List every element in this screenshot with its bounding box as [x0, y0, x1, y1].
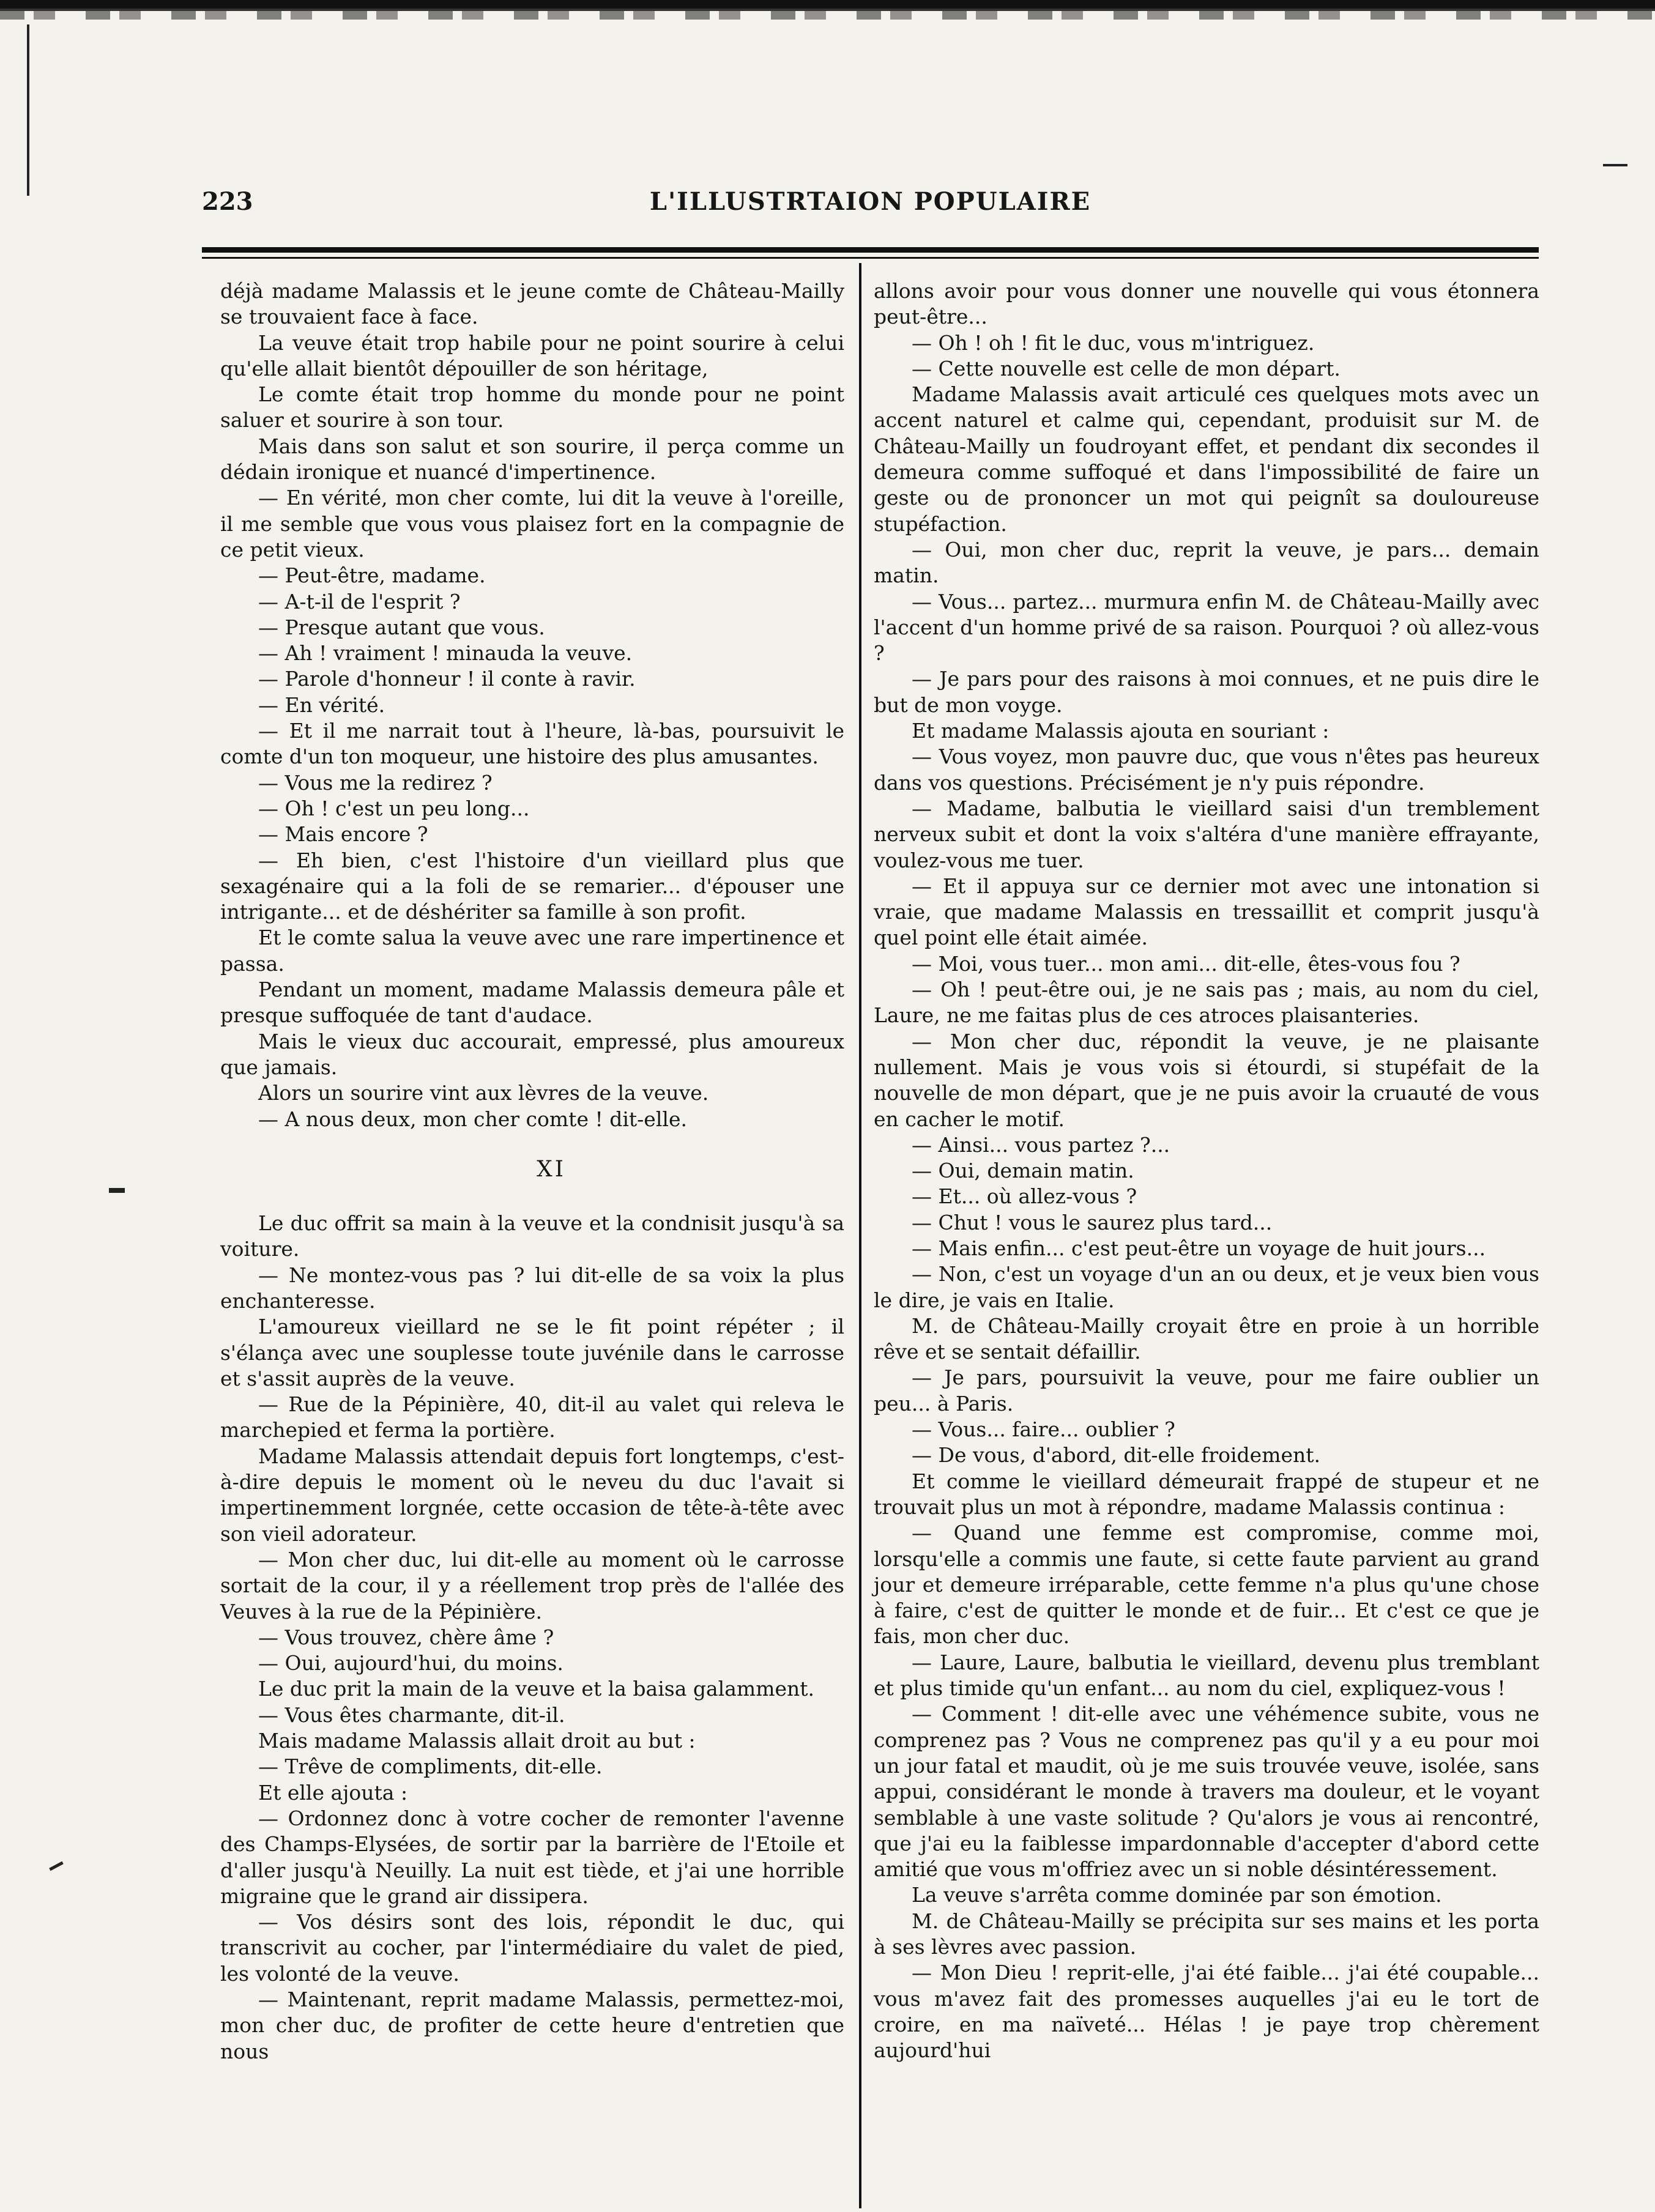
paragraph: M. de Château-Mailly se précipita sur ses mains et les porta à ses lèvres avec passion. — [874, 1909, 1539, 1959]
left-column — [220, 278, 844, 2065]
paragraph: Et le comte salua la veuve avec une rare impertinence et passa. — [220, 926, 844, 976]
paragraph: — Rue de la Pépinière, 40, dit-il au valet qui releva le marchepied et ferma la portière. — [220, 1392, 844, 1442]
paragraph: — Chut ! vous le saurez plus tard... — [912, 1210, 1273, 1234]
scan-margin-mark — [1603, 164, 1627, 166]
paragraph: — Laure, Laure, balbutia le vieillard, devenu plus tremblant et plus timide qu'un enfant... au nom du ciel, expliquez-vous ! — [874, 1650, 1539, 1701]
paragraph: — Cette nouvelle est celle de mon départ. — [912, 356, 1341, 380]
paragraph: Pendant un moment, madame Malassis demeura pâle et presque suffoquée de tant d'audace. — [220, 978, 844, 1028]
paragraph: — De vous, d'abord, dit-elle froidement. — [912, 1443, 1321, 1468]
paragraph: — Je pars, poursuivit la veuve, pour me faire oublier un peu... à Paris. — [874, 1365, 1539, 1416]
paragraph: — Oh ! oh ! fit le duc, vous m'intriguez. — [912, 330, 1315, 355]
paragraph: — Oui, aujourd'hui, du moins. — [258, 1651, 563, 1676]
paragraph: — Vous trouvez, chère âme ? — [258, 1625, 554, 1649]
column-divider — [859, 263, 861, 2208]
paragraph: Et comme le vieillard démeurait frappé de stupeur et ne trouvait plus un mot à répondre, madame Malassis continua : — [874, 1469, 1539, 1519]
paragraph: — Vos désirs sont des lois, répondit le duc, qui transcrivit au cocher, par l'intermédiaire du valet de pied, les volonté de la veuve. — [220, 1910, 844, 1986]
right-column-paragraphs — [874, 278, 1539, 2063]
paragraph: — Oui, demain matin. — [912, 1159, 1134, 1183]
scan-margin-mark — [49, 1861, 64, 1871]
paragraph: — En vérité. — [258, 692, 385, 717]
paragraph: — Maintenant, reprit madame Malassis, permettez-moi, mon cher duc, de profiter de cette heure d'entretien que nous — [220, 1987, 844, 2063]
paragraph: — Et il me narrait tout à l'heure, là-bas, poursuivit le comte d'un ton moqueur, une histoire des plus amusantes. — [220, 719, 844, 769]
paragraph: — Oh ! c'est un peu long... — [258, 796, 530, 820]
paragraph: Alors un sourire vint aux lèvres de la veuve. — [258, 1081, 709, 1105]
scan-margin-mark — [27, 24, 29, 196]
paragraph: — Parole d'honneur ! il conte à ravir. — [258, 667, 636, 691]
page-number: 223 — [202, 187, 253, 216]
paragraph: — Eh bien, c'est l'histoire d'un vieillard plus que sexagénaire qui a la foli de se remarier... d'épouser une intrigante... et de déshériter sa famille à son profit. — [220, 848, 844, 924]
left-column-paragraphs-after — [220, 1211, 844, 2065]
paragraph: — Et il appuya sur ce dernier mot avec une intonation si vraie, que madame Malassis en tressaillit et comprit jusqu'à quel point elle était aimée. — [874, 874, 1539, 950]
running-title: L'ILLUSTRTAION POPULAIRE — [649, 187, 1092, 216]
paragraph: déjà madame Malassis et le jeune comte de Château-Mailly se trouvaient face à face. — [220, 279, 844, 329]
paragraph: — Moi, vous tuer... mon ami... dit-elle, êtes-vous fou ? — [912, 951, 1460, 976]
paragraph: Madame Malassis avait articulé ces quelques mots avec un accent naturel et calme qui, cependant, produisit sur M. de Château-Mailly un foudroyant effet, et pendant dix secondes il demeura comme suffoqué et dans l'impossibilité de faire un geste ou de prononcer un mot qui peignît sa douloureuse stupéfaction. — [874, 382, 1539, 536]
paragraph: Madame Malassis attendait depuis fort longtemps, c'est-à-dire depuis le moment où le neveu du duc l'avait si impertinemment lorgnée, cette occasion de tête-à-tête avec son vieil adorateur. — [220, 1444, 844, 1546]
paragraph: M. de Château-Mailly croyait être en proie à un horrible rêve et se sentait défaillir. — [874, 1313, 1539, 1364]
paragraph: Mais le vieux duc accourait, empressé, plus amoureux que jamais. — [220, 1029, 844, 1079]
paragraph: — Presque autant que vous. — [258, 615, 545, 639]
paragraph: — Quand une femme est compromise, comme moi, lorsqu'elle a commis une faute, si cette faute parvient au grand jour et demeure irréparable, cette femme n'a plus qu'une chose à faire, c'est de quitter le monde et de fuir... Et c'est ce que je fais, mon cher duc. — [874, 1521, 1539, 1649]
page-header — [202, 187, 1539, 224]
paragraph: La veuve était trop habile pour ne point sourire à celui qu'elle allait bientôt dépouiller de son héritage, — [220, 330, 844, 380]
paragraph: — Peut-être, madame. — [258, 563, 486, 588]
paragraph: — Et... où allez-vous ? — [912, 1184, 1137, 1209]
paragraph: — Vous... partez... murmura enfin M. de Château-Mailly avec l'accent d'un homme privé de sa raison. Pourquoi ? où allez-vous ? — [874, 589, 1539, 666]
paragraph: — Mais enfin... c'est peut-être un voyage de huit jours... — [912, 1236, 1486, 1260]
paragraph: — Mon Dieu ! reprit-elle, j'ai été faible... j'ai été coupable... vous m'avez fait des promesses auquelles j'ai eu le tort de croire, en ma naïveté... Hélas ! je paye trop chèrement aujourd'hui — [874, 1961, 1539, 2063]
left-column-paragraphs — [220, 278, 844, 1132]
paragraph: — Comment ! dit-elle avec une véhémence subite, vous ne comprenez pas ? Vous ne comprenez pas qu'il y a eu pour moi un jour fatal et maudit, où je me suis trouvée veuve, isolée, sans appui, considérant le monde à travers ma douleur, et le voyant semblable à une vaste solitude ? Qu'alors je vous ai rencontré, que j'ai eu la faiblesse impardonnable d'accepter d'abord cette amitié que vous m'offriez avec un si noble désintéressement. — [874, 1702, 1539, 1882]
scan-margin-mark — [109, 1188, 125, 1193]
paragraph: — Mais encore ? — [258, 822, 428, 847]
header-rule-thin — [202, 257, 1539, 259]
paragraph: allons avoir pour vous donner une nouvelle qui vous étonnera peut-être... — [874, 279, 1539, 329]
paragraph: — Ordonnez donc à votre cocher de remonter l'avenne des Champs-Elysées, de sortir par la barrière de l'Etoile et d'aller jusqu'à Neuilly. La nuit est tiède, et j'ai une horrible migraine que le grand air dissipera. — [220, 1806, 844, 1908]
scan-top-edge-noise — [0, 11, 1655, 20]
paragraph: — A nous deux, mon cher comte ! dit-elle. — [258, 1107, 687, 1131]
paragraph: — Ah ! vraiment ! minauda la veuve. — [258, 641, 633, 666]
paragraph: — Ne montez-vous pas ? lui dit-elle de sa voix la plus enchanteresse. — [220, 1263, 844, 1313]
paragraph: Et madame Malassis ajouta en souriant : — [912, 719, 1330, 743]
paragraph: — Mon cher duc, lui dit-elle au moment où le carrosse sortait de la cour, il y a réellement trop près de l'allée des Veuves à la rue de la Pépinière. — [220, 1547, 844, 1624]
paragraph: — En vérité, mon cher comte, lui dit la veuve à l'oreille, il me semble que vous vous plaisez fort en la compagnie de ce petit vieux. — [220, 486, 844, 562]
paragraph: Le comte était trop homme du monde pour ne point saluer et sourire à son tour. — [220, 382, 844, 432]
paragraph: — Non, c'est un voyage d'un an ou deux, et je veux bien vous le dire, je vais en Italie. — [874, 1262, 1539, 1312]
paragraph: — Oui, mon cher duc, reprit la veuve, je pars... demain matin. — [874, 537, 1539, 588]
paragraph: — Mon cher duc, répondit la veuve, je ne plaisante nullement. Mais je vous vois si étourdi, si stupéfait de la nouvelle de mon départ, que je ne puis avoir la cruauté de vous en cacher le motif. — [874, 1029, 1539, 1131]
paragraph: — A-t-il de l'esprit ? — [258, 589, 461, 614]
paragraph: Et elle ajouta : — [258, 1780, 408, 1805]
paragraph: Mais madame Malassis allait droit au but : — [258, 1729, 696, 1753]
header-rule-thick — [202, 247, 1539, 253]
paragraph: Le duc offrit sa main à la veuve et la condnisit jusqu'à sa voiture. — [220, 1211, 844, 1261]
paragraph: — Ainsi... vous partez ?... — [912, 1132, 1170, 1157]
paragraph: La veuve s'arrêta comme dominée par son émotion. — [912, 1883, 1442, 1907]
paragraph: L'amoureux vieillard ne se le fit point répéter ; il s'élança avec une souplesse toute juvénile dans le carrosse et s'assit auprès de la veuve. — [220, 1315, 844, 1390]
paragraph: Le duc prit la main de la veuve et la baisa galamment. — [258, 1677, 815, 1701]
paragraph: — Trêve de compliments, dit-elle. — [258, 1754, 603, 1779]
paragraph: — Oh ! peut-être oui, je ne sais pas ; mais, au nom du ciel, Laure, ne me faitas plus de ces atroces plaisanteries. — [874, 978, 1539, 1028]
paragraph: — Vous êtes charmante, dit-il. — [258, 1702, 565, 1727]
right-column — [874, 278, 1539, 2063]
paragraph: — Vous... faire... oublier ? — [912, 1417, 1175, 1442]
paragraph: — Je pars pour des raisons à moi connues, et ne puis dire le but de mon voyge. — [874, 667, 1539, 717]
paragraph: — Vous me la redirez ? — [258, 770, 493, 795]
section-heading: XI — [537, 1156, 566, 1182]
paragraph: — Madame, balbutia le vieillard saisi d'un tremblement nerveux subit et dont la voix s'altéra d'une manière effrayante, voulez-vous me tuer. — [874, 796, 1539, 872]
paragraph: — Vous voyez, mon pauvre duc, que vous n'êtes pas heureux dans vos questions. Précisément je n'y puis répondre. — [874, 744, 1539, 795]
paragraph: Mais dans son salut et son sourire, il perça comme un dédain ironique et nuancé d'impertinence. — [220, 434, 844, 484]
